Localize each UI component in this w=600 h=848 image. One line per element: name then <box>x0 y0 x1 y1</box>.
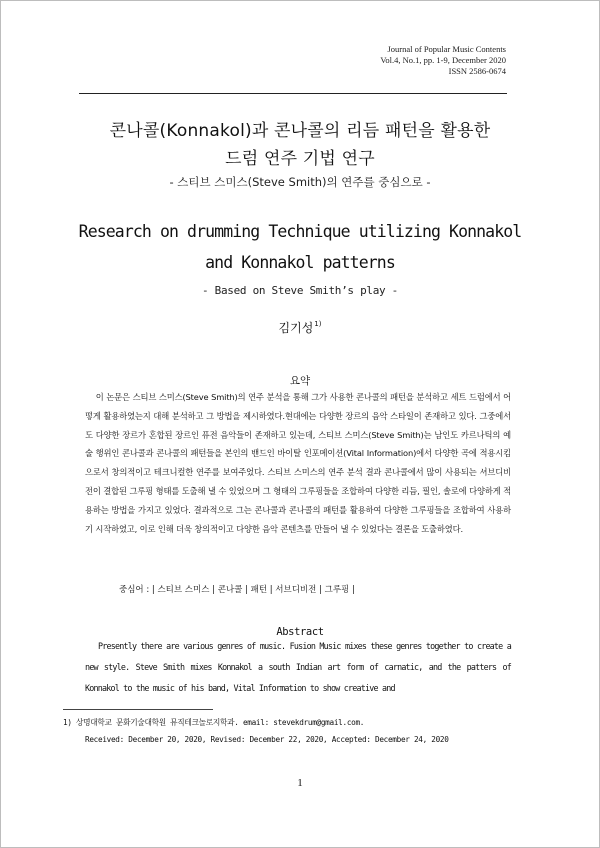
author <box>1 319 599 336</box>
english-subtitle: - Based on Steve Smith’s play - <box>202 284 398 297</box>
footnote-affiliation: 1) 상명대학교 문화기술대학원 뮤직테크놀로지학과. email: stevekdrum@gmail.com. <box>63 718 365 727</box>
english-title-line-2: and Konnakol patterns <box>205 253 395 272</box>
english-abstract-body <box>85 636 511 699</box>
keywords: 중심어 : | 스티브 스미스 | 콘나콜 | 패턴 | 서브디비전 | 그루핑 | <box>119 585 355 595</box>
korean-abstract-heading: 요약 <box>289 375 311 387</box>
footnote-rule <box>63 709 213 710</box>
journal-issn: ISSN 2586-0674 <box>448 66 506 76</box>
author-name: 김기성 <box>278 321 314 335</box>
footnote <box>63 714 533 748</box>
korean-abstract-body <box>85 388 511 538</box>
journal-volume: Vol.4, No.1, pp. 1-9, December 2020 <box>380 55 506 65</box>
header-rule <box>79 93 507 94</box>
korean-title-line-1: 콘나콜(Konnakol)과 콘나콜의 리듬 패턴을 활용한 <box>109 121 491 141</box>
english-abstract-heading: Abstract <box>276 626 324 638</box>
journal-name: Journal of Popular Music Contents <box>387 44 506 54</box>
author-footnote-mark: 1) <box>314 320 322 328</box>
korean-subtitle: - 스티브 스미스(Steve Smith)의 연주를 중심으로 - <box>169 175 431 189</box>
journal-header <box>380 44 506 77</box>
english-abstract-text: Presently there are various genres of music. Fusion Music mixes these genres together to create a new style. Steve Smith mixes Konnakol a south Indian art form of carnatic, and the patters of Konnakol to the music of his band, Vital Information to show creative and <box>85 641 511 693</box>
footnote-dates: Received: December 20, 2020, Revised: December 22, 2020, Accepted: December 24, 2020 <box>85 735 449 744</box>
english-title-line-1: Research on drumming Technique utilizing Konnakol <box>78 222 522 241</box>
korean-title-line-2: 드럼 연주 기법 연구 <box>225 149 375 169</box>
korean-abstract-text: 이 논문은 스티브 스미스(Steve Smith)의 연주 분석을 통해 그가 사용한 콘나콜의 패턴을 분석하고 세트 드럼에서 어떻게 활용하였는지 대해 분석하고 그 방법을 제시하였다.현대에는 다양한 장르의 음악 스타일이 존재하고 있다. 그중에서도 다양한 장르가 혼합된 장르인 퓨전 음악들이 존재하고 있는데, 스티브 스미스(Steve Smith)는 남인도 카르나틱의 예술 행위인 콘나콜과 콘나콜의 패턴들을 본인의 밴드인 바이탈 인포메이션(Vital Information)에서 다양한 곡에 적용시킴으로서 창의적이고 테크니컬한 연주를 보여주었다. 스티브 스미스의 연주 분석 결과 콘나콜에서 많이 사용되는 셔브디비전이 결합된 그루핑 형태를 도출해 낼 수 있었으며 그 형태의 그루핑들을 조합하여 다양한 리듬, 필인, 솔로에 다양하게 적용하는 방법을 가지고 있었다. 결과적으로 그는 콘나콜과 콘나콜의 패턴를 활용하여 다양한 그루핑들을 조합하여 사용하기 시작하였고, 이로 인해 더욱 창의적이고 다양한 음악 콘텐츠를 만들어 낼 수 있었다는 결론을 도출하였다. <box>85 392 511 534</box>
page-number: 1 <box>297 777 303 789</box>
